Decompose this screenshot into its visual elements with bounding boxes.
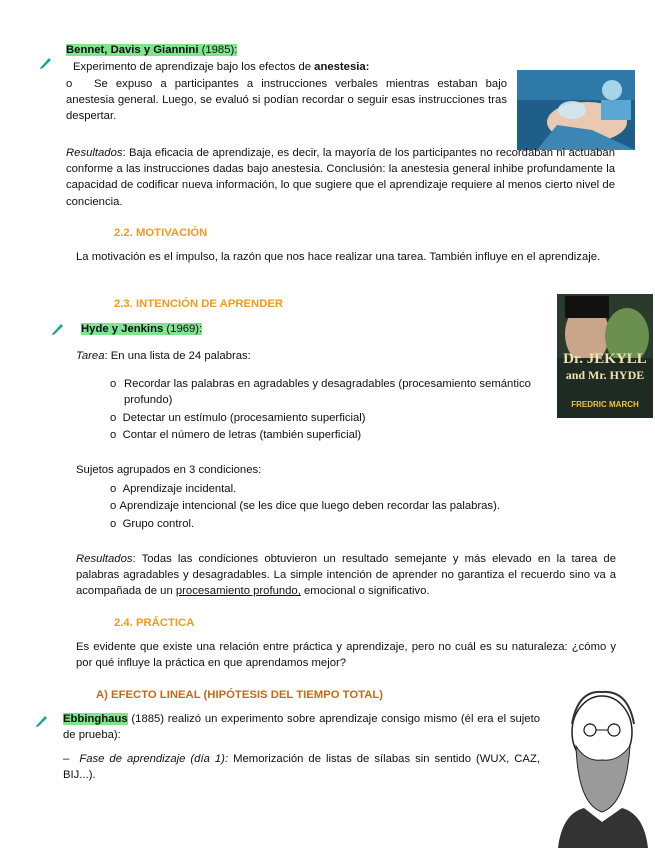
experiment-intro: Experimento de aprendizaje bajo los efectos de anestesia:: [73, 61, 370, 73]
bullet-marker: o: [66, 78, 73, 90]
author-highlight: Bennet, Davis y Giannini (1985):: [66, 44, 238, 56]
section-heading-efecto-lineal: A) EFECTO LINEAL (HIPÓTESIS DEL TIEMPO TOTAL): [96, 689, 384, 701]
experiment-description: Se expuso a participantes a instrucciones verbales mientras estaban bajo anestesia general. Luego, se evaluó si podían recordar o seguir esas instrucciones tras despertar.: [66, 78, 507, 123]
bullet-marker: o: [110, 378, 117, 390]
practica-text: Es evidente que existe una relación entre práctica y aprendizaje, pero no cuál es su naturaleza: ¿cómo y por qué influye la práctica en que aprendamos mejor?: [76, 641, 616, 670]
motivacion-text: La motivación es el impulso, la razón que nos hace realizar una tarea. También influye en el aprendizaje.: [76, 251, 601, 263]
results-paragraph-2: Resultados: Todas las condiciones obtuvieron un resultado semejante y más elevado en la tarea de palabras agradables y desagradables. La simple intención de aprender no garantiza el recuerdo sino va a acompañada de un procesamiento profundo, emocional o significativo.: [76, 553, 616, 598]
task-item-3: o Contar el número de letras (también superficial): [110, 429, 362, 441]
study-citation: [81, 321, 202, 337]
jekyll-hyde-poster: [557, 294, 653, 418]
condition-item-3: o Grupo control.: [110, 518, 195, 530]
phase-item: – Fase de aprendizaje (día 1): Memorización de listas de sílabas sin sentido (WUX, CAZ, BIJ...).: [63, 753, 540, 782]
section-heading-motivacion: 2.2. MOTIVACIÓN: [114, 227, 208, 239]
section-heading-intencion: 2.3. INTENCIÓN DE APRENDER: [114, 298, 284, 310]
author-highlight: Hyde y Jenkins (1969):: [81, 323, 203, 335]
poster-title-2: and Mr. HYDE: [565, 368, 645, 382]
pencil-icon: [50, 320, 66, 336]
ebbinghaus-portrait: [548, 684, 654, 848]
poster-star: FREDRIC MARCH: [571, 400, 639, 409]
condition-item-2: o Aprendizaje intencional (se les dice que luego deben recordar las palabras).: [110, 500, 500, 512]
study-citation: [66, 42, 237, 58]
section-heading-practica: 2.4. PRÁCTICA: [114, 617, 195, 629]
results-paragraph: Resultados: Baja eficacia de aprendizaje, es decir, la mayoría de los participantes no recordaban ni actuaban conforme a las instrucciones dadas bajo anestesia. Conclusión: la anestesia general inhibe profundamente la capacidad de codificar nueva información, lo que sugiere que el aprendizaje requiere al menos cierto nivel de conciencia.: [66, 147, 615, 208]
condition-item-1: o Aprendizaje incidental.: [110, 483, 237, 495]
pencil-icon: [38, 54, 54, 70]
task-item-1: Recordar las palabras en agradables y desagradables (procesamiento semántico profundo): [124, 378, 531, 407]
subjects-line: Sujetos agrupados en 3 condiciones:: [76, 464, 262, 476]
pencil-icon: [34, 712, 50, 728]
ebbinghaus-paragraph: Ebbinghaus (1885) realizó un experimento sobre aprendizaje consigo mismo (él era el sujeto de prueba):: [63, 713, 540, 742]
author-highlight: Ebbinghaus: [63, 713, 128, 725]
anesthesia-photo: [517, 70, 635, 150]
task-item-2: o Detectar un estímulo (procesamiento superficial): [110, 412, 366, 424]
task-line: Tarea: En una lista de 24 palabras:: [76, 350, 251, 362]
poster-title-1: Dr. JEKYLL: [563, 351, 647, 367]
